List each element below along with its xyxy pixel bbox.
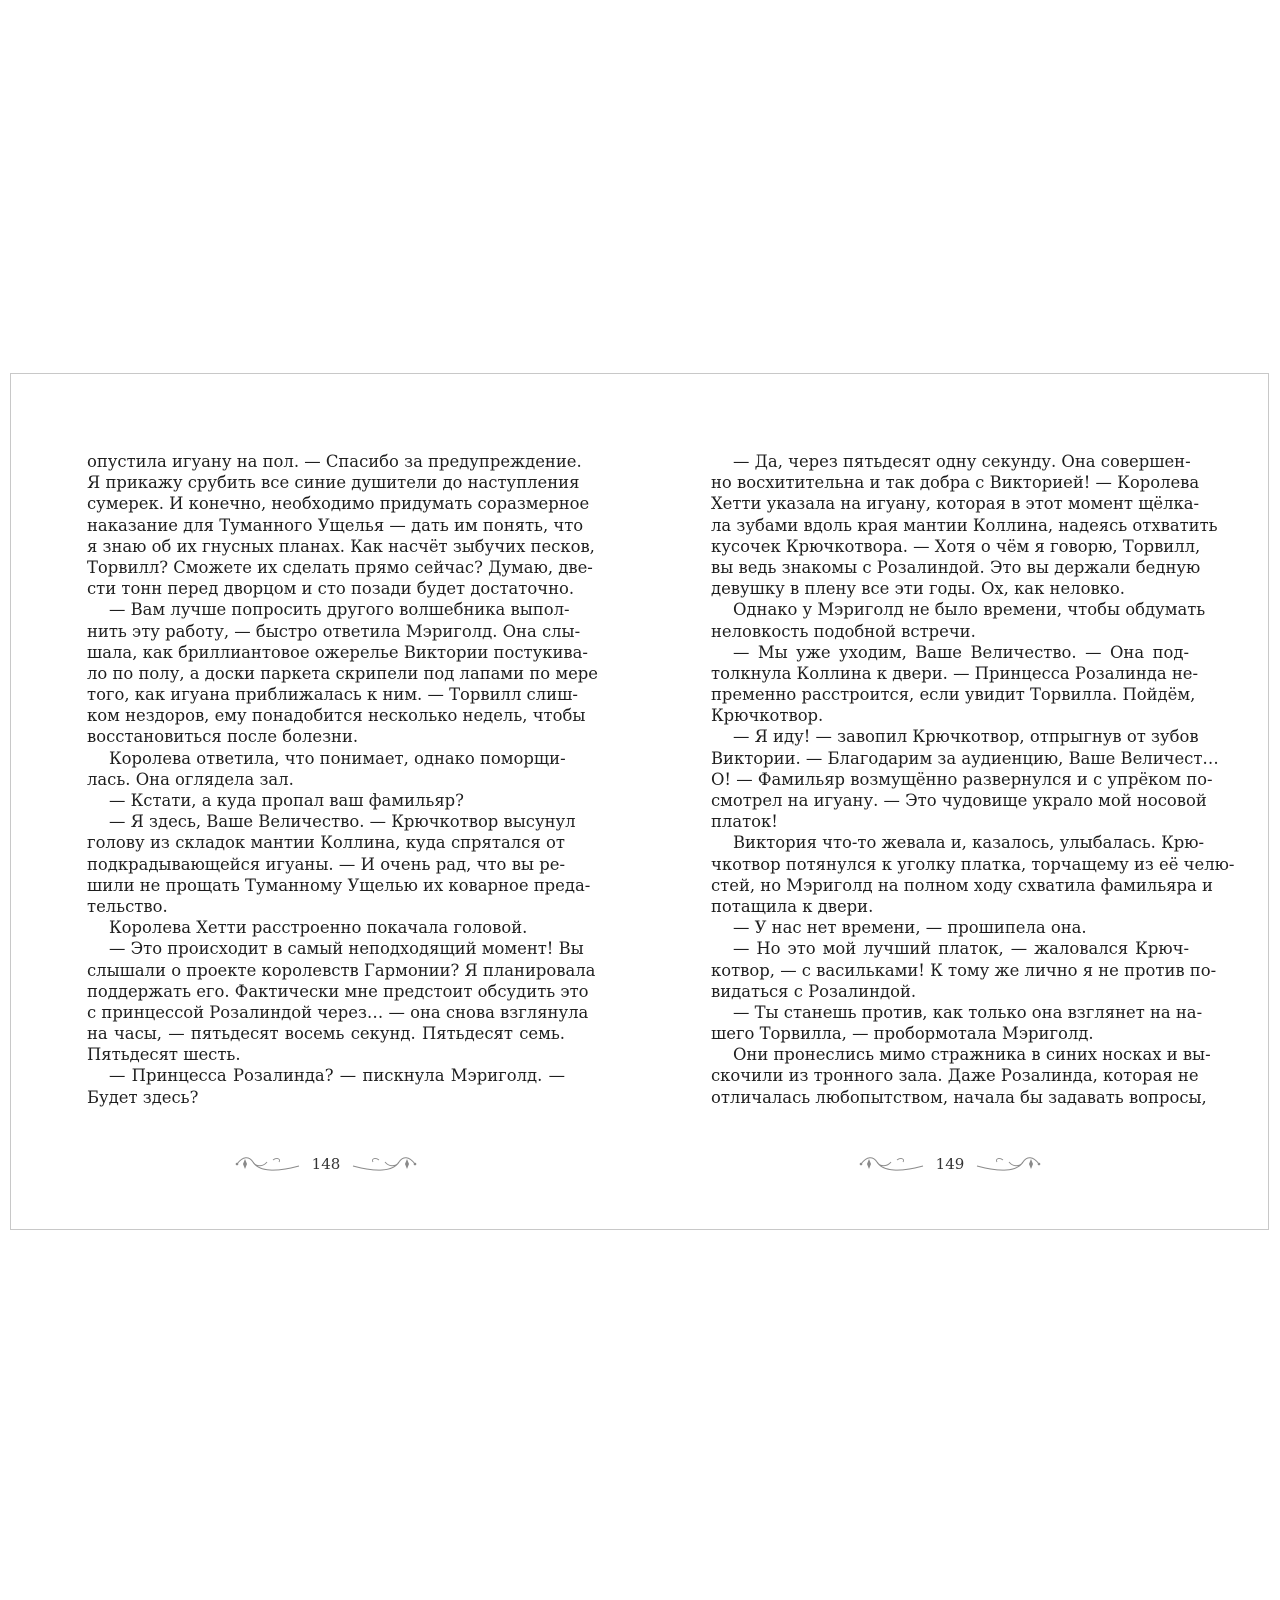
- text-line: шего Торвилла, — пробормотала Мэриголд.: [711, 1024, 1094, 1044]
- text-line: — Я иду! — завопил Крючкотвор, отпрыгнув от зубов: [733, 727, 1199, 747]
- text-line: шала, как бриллиантовое ожерелье Виктории постукива-: [87, 642, 588, 662]
- text-line: с принцессой Розалиндой через… — она снова взглянула: [87, 1002, 589, 1022]
- text-line: — Но это мой лучший платок, — жаловался Крюч-: [733, 939, 1189, 959]
- text-line: наказание для Туманного Ущелья — дать им понять, что: [87, 515, 584, 535]
- text-line: слышали о проекте королевств Гармонии? Я планировала: [87, 960, 596, 980]
- text-line: — Принцесса Розалинда? — пискнула Мэриголд. —: [109, 1066, 565, 1086]
- text-line: Хетти указала на игуану, которая в этот момент щёлка-: [711, 494, 1200, 514]
- text-line: — Ты станешь против, как только она взглянет на на-: [733, 1002, 1203, 1022]
- text-line: Королева ответила, что понимает, однако поморщи-: [109, 748, 566, 768]
- text-line: на часы, — пятьдесят восемь секунд. Пятьдесят семь.: [87, 1024, 565, 1044]
- text-line: — Кстати, а куда пропал ваш фамильяр?: [109, 791, 464, 810]
- text-line: смотрел на игуану. — Это чудовище украло мой носовой: [711, 791, 1207, 810]
- text-line: сумерек. И конечно, необходимо придумать соразмерное: [87, 494, 590, 514]
- text-line: шили не прощать Туманному Ущелью их коварное преда-: [87, 875, 591, 895]
- text-line: опустила игуану на пол. — Спасибо за предупреждение.: [87, 452, 582, 471]
- text-line: — Я здесь, Ваше Величество. — Крючкотвор высунул: [109, 812, 576, 832]
- text-line: вы ведь знакомы с Розалиндой. Это вы держали бедную: [711, 557, 1201, 577]
- text-line: сти тонн перед дворцом и сто позади будет достаточно.: [87, 579, 575, 599]
- text-line: платок!: [711, 812, 778, 832]
- text-line: но восхитительна и так добра с Викторией! — Королева: [711, 473, 1200, 493]
- text-line: голову из складок мантии Коллина, куда спрятался от: [87, 833, 565, 853]
- left-page-footer: [226, 1149, 426, 1179]
- text-line: кусочек Крючкотвора. — Хотя о чём я говорю, Торвилл,: [711, 536, 1201, 556]
- text-line: потащила к двери.: [711, 896, 874, 916]
- book-spread: [10, 373, 1269, 1230]
- text-line: нить эту работу, — быстро ответила Мэриголд. Она слы-: [87, 621, 581, 641]
- text-line: видаться с Розалиндой.: [711, 981, 917, 1001]
- text-line: Крючкотвор.: [711, 706, 824, 726]
- text-line: Виктории. — Благодарим за аудиенцию, Ваше Величест…: [711, 748, 1219, 768]
- text-line: Однако у Мэриголд не было времени, чтобы обдумать: [733, 600, 1206, 620]
- text-line: тельство.: [87, 896, 168, 916]
- text-line: скочили из тронного зала. Даже Розалинда, которая не: [711, 1066, 1199, 1086]
- text-line: чкотвор потянулся к уголку платка, торчащему из её челю-: [711, 854, 1235, 874]
- text-line: — У нас нет времени, — прошипела она.: [733, 918, 1087, 938]
- text-line: поддержать его. Фактически мне предстоит обсудить это: [87, 981, 589, 1001]
- text-line: неловкость подобной встречи.: [711, 621, 976, 641]
- text-line: ла зубами вдоль края мантии Коллина, надеясь отхватить: [711, 515, 1218, 535]
- text-line: я знаю об их гнусных планах. Как насчёт зыбучих песков,: [87, 536, 595, 556]
- right-page-footer: [850, 1149, 1050, 1179]
- text-line: ком нездоров, ему понадобится несколько недель, чтобы: [87, 706, 586, 726]
- text-line: подкрадывающейся игуаны. — И очень рад, что вы ре-: [87, 854, 565, 874]
- text-line: Я прикажу срубить все синие душители до наступления: [87, 473, 580, 493]
- text-line: стей, но Мэриголд на полном ходу схватила фамильяра и: [711, 875, 1213, 895]
- right-page-text: [711, 451, 1235, 1108]
- text-line: Королева Хетти расстроенно покачала головой.: [109, 918, 528, 938]
- text-line: Они пронеслись мимо стражника в синих носках и вы-: [733, 1045, 1211, 1065]
- text-line: девушку в плену все эти годы. Ох, как неловко.: [711, 579, 1125, 599]
- text-line: Торвилл? Сможете их сделать прямо сейчас? Думаю, две-: [87, 557, 593, 577]
- text-line: ло по полу, а доски паркета скрипели под лапами по мере: [87, 663, 598, 683]
- text-line: Пятьдесят шесть.: [87, 1045, 241, 1065]
- left-page-text: [87, 451, 598, 1108]
- flourish-left-ornament: [233, 1150, 303, 1178]
- page-number-right: 149: [935, 1155, 965, 1173]
- text-line: О! — Фамильяр возмущённо развернулся и с упрёком по-: [711, 769, 1213, 789]
- text-line: того, как игуана приближалась к ним. — Торвилл слиш-: [87, 685, 578, 705]
- text-line: Виктория что-то жевала и, казалось, улыбалась. Крю-: [733, 833, 1205, 853]
- flourish-right-ornament: [973, 1150, 1043, 1178]
- text-line: котвор, — с васильками! К тому же лично я не против по-: [711, 960, 1217, 980]
- text-line: — Да, через пятьдесят одну секунду. Она совершен-: [733, 452, 1191, 471]
- text-line: отличалась любопытством, начала бы задавать вопросы,: [711, 1087, 1207, 1107]
- text-line: лась. Она оглядела зал.: [87, 769, 294, 789]
- text-line: — Вам лучше попросить другого волшебника выпол-: [109, 600, 570, 620]
- text-line: пременно расстроится, если увидит Торвилла. Пойдём,: [711, 685, 1196, 705]
- text-line: толкнула Коллина к двери. — Принцесса Розалинда не-: [711, 663, 1198, 683]
- text-line: Будет здесь?: [87, 1087, 199, 1107]
- text-line: — Это происходит в самый неподходящий момент! Вы: [109, 939, 584, 959]
- page-number-left: 148: [311, 1155, 341, 1173]
- flourish-right-ornament: [349, 1150, 419, 1178]
- flourish-left-ornament: [857, 1150, 927, 1178]
- text-line: — Мы уже уходим, Ваше Величество. — Она под-: [733, 642, 1189, 662]
- text-line: восстановиться после болезни.: [87, 727, 359, 747]
